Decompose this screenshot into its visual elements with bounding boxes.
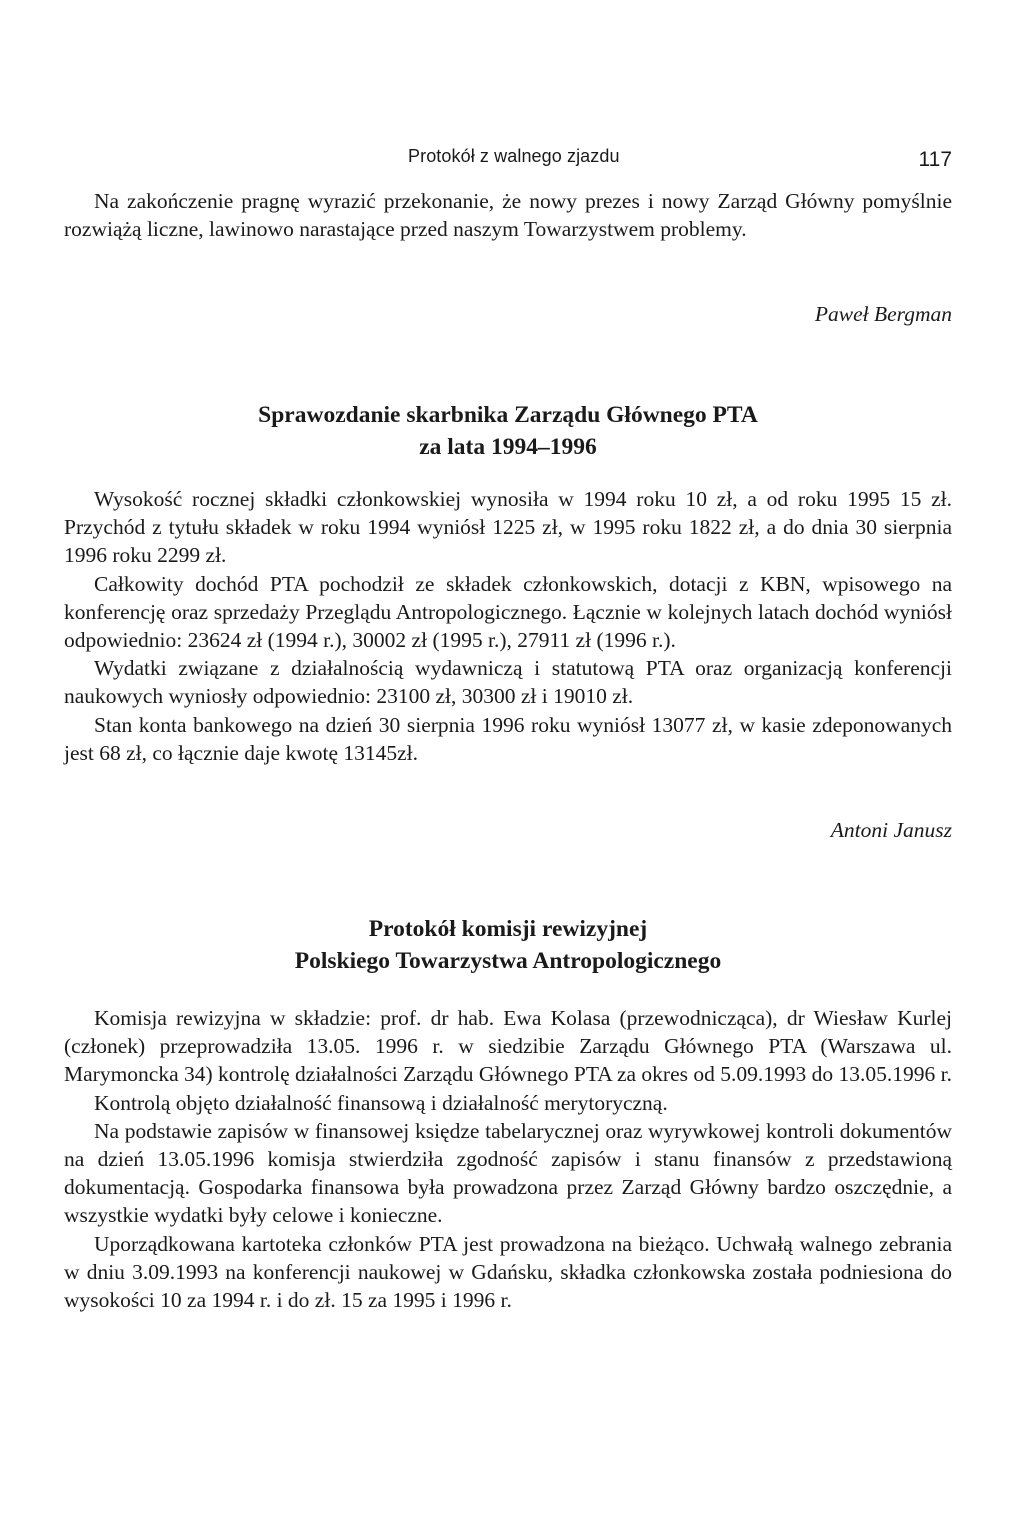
document-page [64,0,952,1531]
audit-report-body [64,1004,952,1314]
signature-pawel-bergman: Paweł Bergman [814,302,952,326]
treasurer-paragraph-income: Całkowity dochód PTA pochodził ze składek członkowskich, dotacji z KBN, wpisowego na konferencję oraz sprzedaży Przeglądu Antropologicznego. Łącznie w kolejnych latach dochód wyniósł odpowiednio: 23624 zł (1994 r.), 30002 zł (1995 r.), 27911 zł (1996 r.). [64,571,952,653]
treasurer-paragraph-expenses: Wydatki związane z działalnością wydawniczą i statutową PTA oraz organizacją konferencji naukowych wyniosły odpowiednio: 23100 zł, 30300 zł i 19010 zł. [64,656,952,709]
intro-paragraph: Na zakończenie pragnę wyrazić przekonanie, że nowy prezes i nowy Zarząd Główny pomyślnie rozwiążą liczne, lawinowo narastające przed naszym Towarzystwem problemy. [64,189,952,242]
signature-antoni-janusz: Antoni Janusz [830,818,952,842]
audit-paragraph-findings: Na podstawie zapisów w finansowej księdze tabelarycznej oraz wyrywkowej kontroli dokumentów na dzień 13.05.1996 komisja stwierdziła zgodność zapisów i stanu finansów z przedstawioną dokumentacją. Gospodarka finansowa była prowadzona przez Zarząd Główny bardzo oszczędnie, a wszystkie wydatki były celowe i konieczne. [64,1118,952,1228]
running-head-title: Protokół z walnego zjazdu [408,146,620,166]
page-number: 117 [918,148,952,171]
audit-paragraph-scope: Kontrolą objęto działalność finansową i działalność merytoryczną. [94,1090,668,1115]
treasurer-paragraph-dues: Wysokość rocznej składki członkowskiej wynosiła w 1994 roku 10 zł, a od roku 1995 15 zł. Przychód z tytułu składek w roku 1994 wyniósł 1225 zł, w 1995 roku 1822 zł, a do dnia 30 sierpnia 1996 roku 2299 zł. [64,487,952,568]
treasurer-report-subtitle: za lata 1994–1996 [419,434,597,460]
treasurer-report-heading [64,399,952,463]
audit-report-heading [64,913,952,977]
running-head [64,144,952,174]
treasurer-paragraph-balance: Stan konta bankowego na dzień 30 sierpnia 1996 roku wyniósł 13077 zł, w kasie zdeponowanych jest 68 zł, co łącznie daje kwotę 13145zł. [64,712,952,765]
treasurer-report-body [64,485,952,767]
audit-paragraph-membership: Uporządkowana kartoteka członków PTA jest prowadzona na bieżąco. Uchwałą walnego zebrania w dniu 3.09.1993 na konferencji naukowej w Gdańsku, składka członkowska została podniesiona do wysokości 10 za 1994 r. i do zł. 15 za 1995 i 1996 r. [64,1231,952,1313]
audit-report-subtitle: Polskiego Towarzystwa Antropologicznego [294,948,722,974]
audit-paragraph-committee: Komisja rewizyjna w składzie: prof. dr hab. Ewa Kolasa (przewodnicząca), dr Wiesław Kurlej (członek) przeprowadziła 13.05. 1996 r. w siedzibie Zarządu Głównego PTA (Warszawa ul. Marymoncka 34) kontrolę działalności Zarządu Głównego PTA za okres od 5.09.1993 do 13.05.1996 r. [64,1006,952,1087]
intro-section [64,187,952,243]
treasurer-report-title: Sprawozdanie skarbnika Zarządu Głównego PTA [258,402,758,428]
audit-report-title: Protokół komisji rewizyjnej [368,916,648,942]
